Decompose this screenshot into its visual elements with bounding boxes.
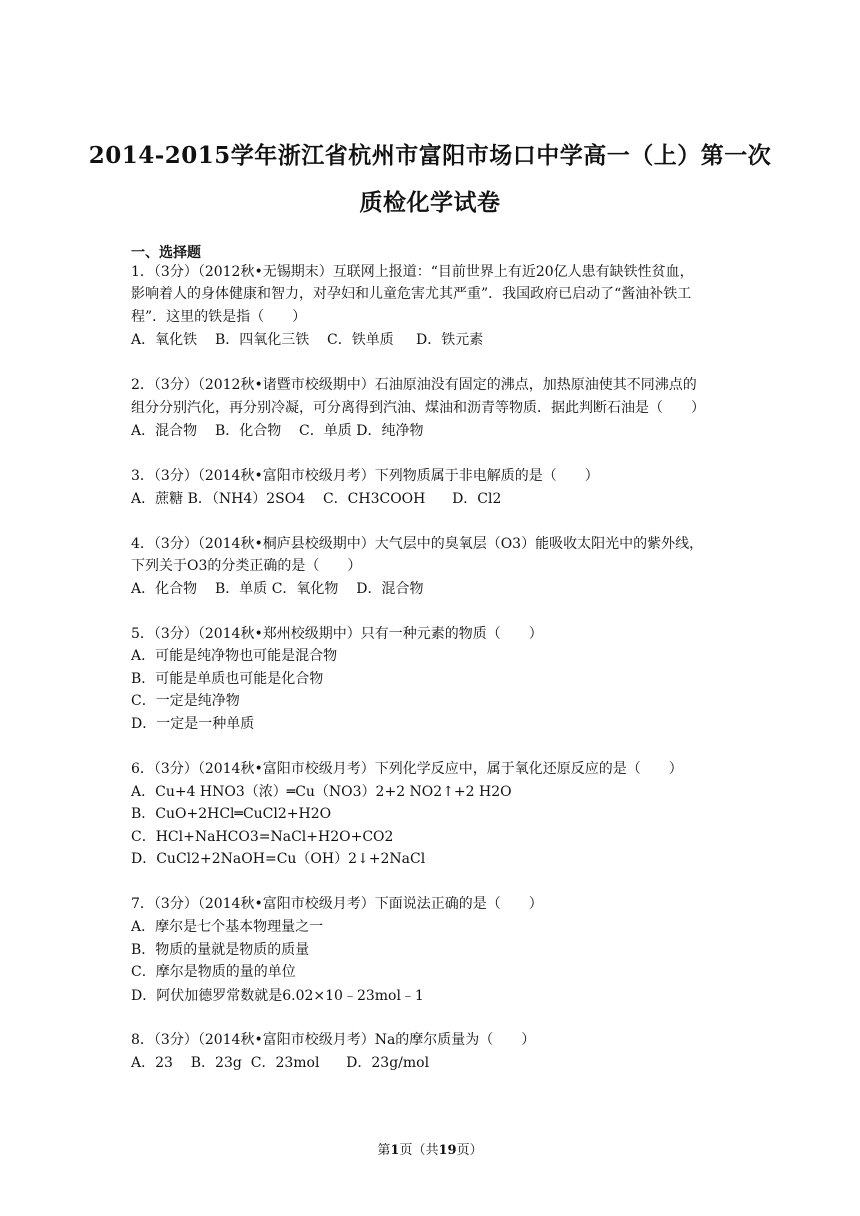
question-7-option-c: C．摩尔是物质的量的单位 bbox=[131, 964, 296, 980]
question-8-line-1: 8．（3分）（2014秋•富阳市校级月考）Na的摩尔质量为（ ） bbox=[131, 1032, 536, 1048]
question-6-option-b: B．CuO+2HCl═CuCl2+H2O bbox=[131, 806, 332, 822]
question-2-line-2: 组分分别汽化，再分别冷凝，可分离得到汽油、煤油和沥青等物质．据此判断石油是（ ） bbox=[131, 400, 705, 416]
option-d: D．23g/mol bbox=[346, 1055, 430, 1071]
option-d: D．纯净物 bbox=[356, 423, 424, 439]
option-b: B．23g bbox=[190, 1055, 242, 1071]
question-1-options bbox=[131, 329, 483, 351]
footer-prefix: 第 bbox=[377, 1143, 391, 1158]
document-title-line2: 质检化学试卷 bbox=[359, 189, 501, 216]
option-c: C．CH3COOH bbox=[322, 491, 426, 507]
question-7-option-d: D．阿伏加德罗常数就是6.02×10﹣23mol﹣1 bbox=[131, 988, 424, 1004]
question-7-line-1: 7．（3分）（2014秋•富阳市校级月考）下面说法正确的是（ ） bbox=[131, 896, 543, 912]
question-3-options bbox=[131, 488, 501, 510]
question-5-option-b: B．可能是单质也可能是化合物 bbox=[131, 671, 324, 687]
option-a: A．化合物 bbox=[131, 581, 198, 597]
question-2-options bbox=[131, 420, 423, 442]
option-c: C．铁单质 bbox=[327, 332, 394, 348]
option-c: C．23mol bbox=[250, 1055, 320, 1071]
question-5-option-c: C．一定是纯净物 bbox=[131, 693, 240, 709]
option-c: C．氧化物 bbox=[271, 581, 339, 597]
question-5-line-1: 5．（3分）（2014秋•郑州校级期中）只有一种元素的物质（ ） bbox=[131, 626, 543, 642]
option-a: A．氧化铁 bbox=[131, 332, 198, 348]
question-1-line-1: 1．（3分）（2012秋•无锡期末）互联网上报道：“目前世界上有近20亿人患有缺铁性贫血， bbox=[131, 264, 694, 280]
footer-total-pages: 19 bbox=[438, 1143, 457, 1158]
page-footer bbox=[0, 1139, 860, 1158]
option-b: B．化合物 bbox=[214, 423, 282, 439]
question-4-options bbox=[131, 578, 423, 600]
footer-suffix: 页） bbox=[456, 1143, 483, 1158]
section-heading: 一、选择题 bbox=[131, 245, 201, 261]
option-d: D．混合物 bbox=[356, 581, 424, 597]
option-c: C．单质 bbox=[299, 423, 352, 439]
question-4-line-2: 下列关于O3的分类正确的是（ ） bbox=[131, 558, 362, 574]
question-6-option-c: C．HCl+NaHCO3=NaCl+H2O+CO2 bbox=[131, 829, 394, 845]
question-4-line-1: 4．（3分）（2014秋•桐庐县校级期中）大气层中的臭氧层（O3）能吸收太阳光中的紫外线， bbox=[131, 536, 704, 552]
footer-middle: 页（共 bbox=[399, 1143, 439, 1158]
option-a: A．蔗糖 bbox=[131, 491, 184, 507]
option-b: B．（NH4）2SO4 bbox=[187, 491, 306, 507]
option-b: B．四氧化三铁 bbox=[214, 332, 310, 348]
question-5-option-a: A．可能是纯净物也可能是混合物 bbox=[131, 648, 338, 664]
option-a: A．23 bbox=[131, 1055, 173, 1071]
question-1-line-2: 影响着人的身体健康和智力，对孕妇和儿童危害尤其严重”．我国政府已启动了“酱油补铁工 bbox=[131, 286, 692, 302]
option-d: D．铁元素 bbox=[416, 332, 484, 348]
question-6-option-a: A．Cu+4 HNO3（浓）═Cu（NO3）2+2 NO2↑+2 H2O bbox=[131, 784, 512, 800]
question-8-options bbox=[131, 1052, 429, 1074]
question-6-line-1: 6．（3分）（2014秋•富阳市校级月考）下列化学反应中，属于氧化还原反应的是（ ） bbox=[131, 761, 683, 777]
question-7-option-a: A．摩尔是七个基本物理量之一 bbox=[131, 919, 324, 935]
question-5-option-d: D．一定是一种单质 bbox=[131, 716, 255, 732]
question-6-option-d: D．CuCl2+2NaOH=Cu（OH）2↓+2NaCl bbox=[131, 851, 426, 867]
question-3-line-1: 3．（3分）（2014秋•富阳市校级月考）下列物质属于非电解质的是（ ） bbox=[131, 468, 599, 484]
question-7-option-b: B．物质的量就是物质的质量 bbox=[131, 942, 310, 958]
option-a: A．混合物 bbox=[131, 423, 198, 439]
document-title-line1: 2014-2015学年浙江省杭州市富阳市场口中学高一（上）第一次 bbox=[88, 142, 772, 169]
question-1-line-3: 程”．这里的铁是指（ ） bbox=[131, 309, 307, 325]
option-b: B．单质 bbox=[214, 581, 268, 597]
question-2-line-1: 2．（3分）（2012秋•诸暨市校级期中）石油原油没有固定的沸点，加热原油使其不同沸点的 bbox=[131, 377, 697, 393]
footer-page-number: 1 bbox=[390, 1143, 400, 1158]
option-d: D．Cl2 bbox=[452, 491, 502, 507]
